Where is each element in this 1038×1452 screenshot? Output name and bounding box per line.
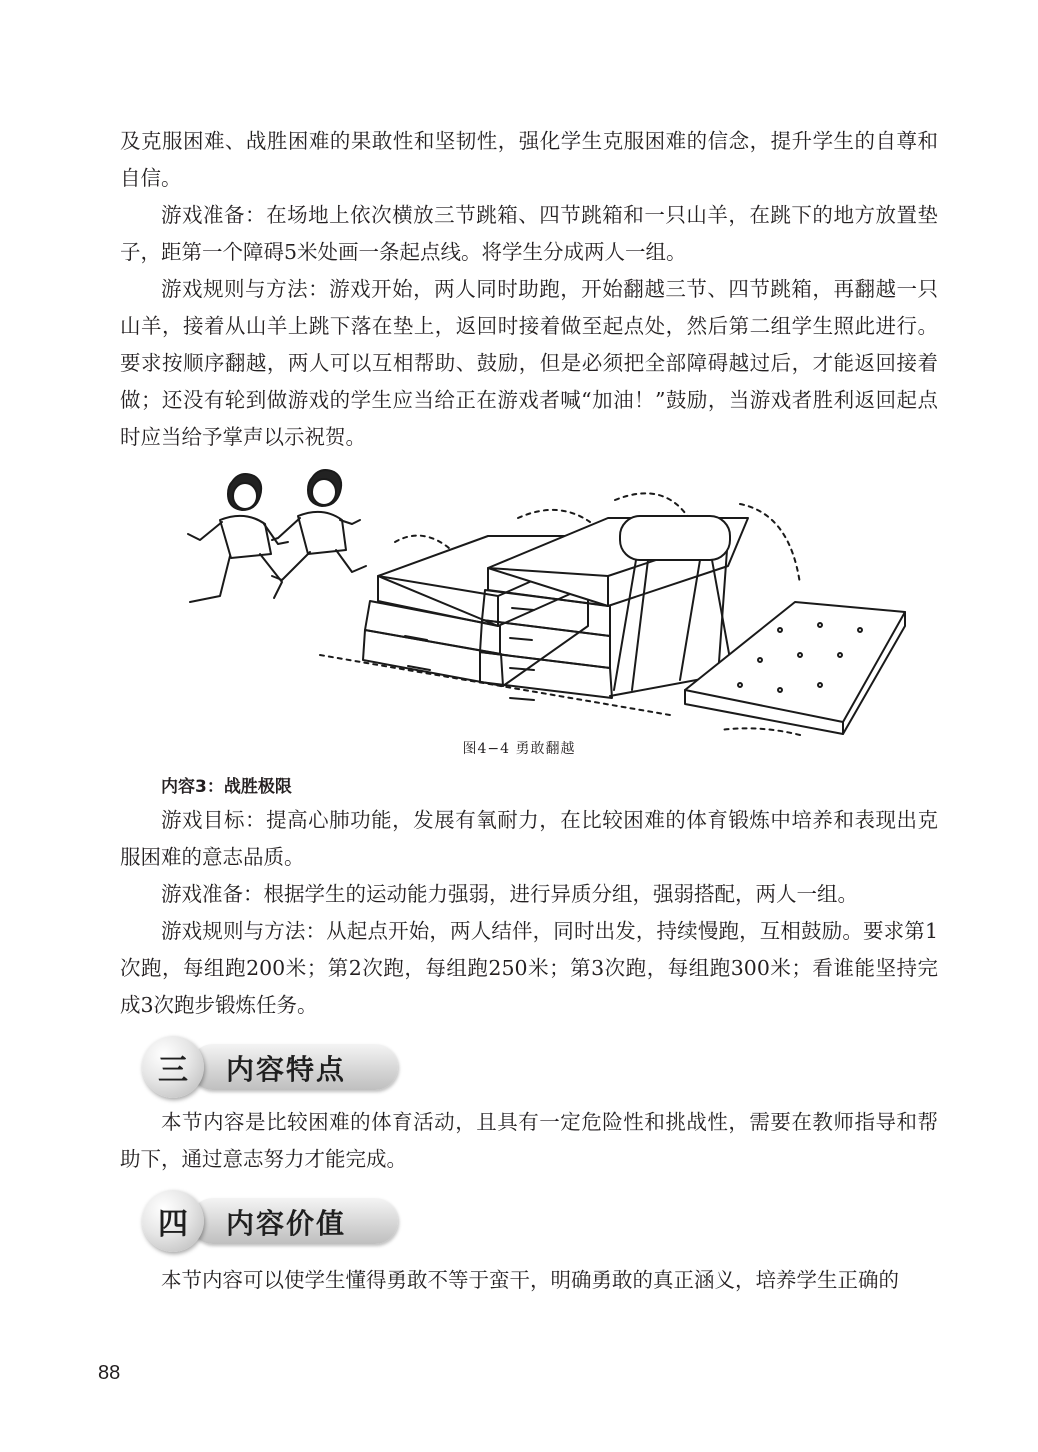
section-number-badge: 四: [142, 1190, 204, 1252]
section-title: 内容特点: [226, 1053, 347, 1086]
section-heading-4: [142, 1190, 402, 1252]
paragraph-section4-text: 本节内容可以使学生懂得勇敢不等于蛮干，明确勇敢的真正涵义，培养学生正确的: [161, 1268, 899, 1292]
paragraph-content3-prep: 游戏准备：根据学生的运动能力强弱，进行异质分组，强弱搭配，两人一组。: [161, 882, 858, 906]
page-number: 88: [98, 1362, 121, 1384]
running-children-drawing: [188, 470, 366, 602]
paragraph-content3-goal: 游戏目标：提高心肺功能，发展有氧耐力，在比较困难的体育锻炼中培养和表现出克服困难的意志品质。: [120, 808, 938, 869]
figure-brave-vaulting-illustration: [160, 460, 920, 745]
section-number-badge: 三: [142, 1036, 204, 1098]
paragraph-content3-rules: 游戏规则与方法：从起点开始，两人结伴，同时出发，持续慢跑，互相鼓励。要求第1次跑，每组跑200米；第2次跑，每组跑250米；第3次跑，每组跑300米；看谁能坚持完成3次跑步锻炼任务。: [120, 919, 938, 1017]
paragraph-game-rules: 游戏规则与方法：游戏开始，两人同时助跑，开始翻越三节、四节跳箱，再翻越一只山羊，接着从山羊上跳下落在垫上，返回时接着做至起点处，然后第二组学生照此进行。要求按顺序翻越，两人可以互相帮助、鼓励，但是必须把全部障碍越过后，才能返回接着做；还没有轮到做游戏的学生应当给正在游戏者喊“加油！”鼓励，当游戏者胜利返回起点时应当给予掌声以示祝贺。: [120, 277, 938, 449]
section-title: 内容价值: [226, 1207, 347, 1240]
content3-heading: 内容3：战胜极限: [161, 777, 292, 797]
landing-mat: [685, 602, 905, 734]
figure-caption: 图4−4 勇敢翻越: [462, 741, 576, 757]
paragraph-section3-text: 本节内容是比较困难的体育活动，且具有一定危险性和挑战性，需要在教师指导和帮助下，通过意志努力才能完成。: [120, 1110, 938, 1171]
paragraph-intro-continued: 及克服困难、战胜困难的果敢性和坚韧性，强化学生克服困难的信念，提升学生的自尊和自信。: [120, 129, 938, 190]
vaulting-goat: [614, 516, 732, 690]
section-heading-3: [142, 1036, 402, 1098]
paragraph-game-preparation: 游戏准备：在场地上依次横放三节跳箱、四节跳箱和一只山羊，在跳下的地方放置垫子，距第一个障碍5米处画一条起点线。将学生分成两人一组。: [120, 203, 938, 264]
